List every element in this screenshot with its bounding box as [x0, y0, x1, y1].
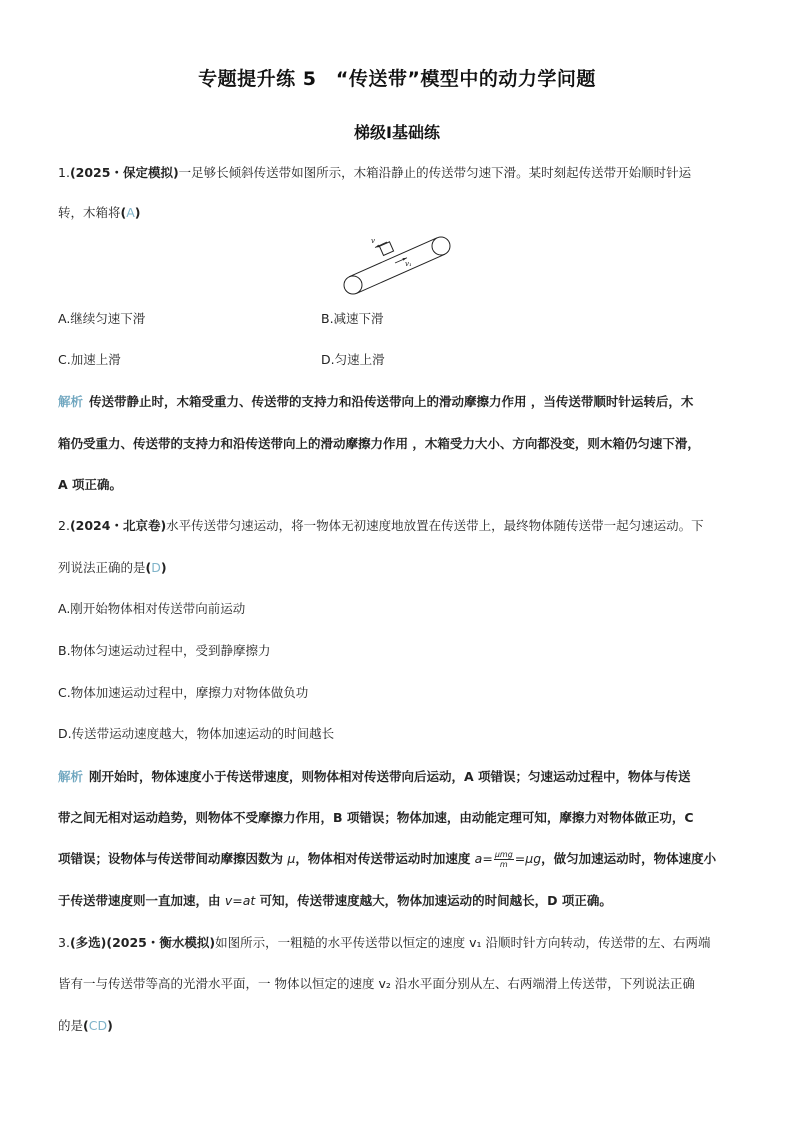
q2-answer-close: ): [160, 560, 167, 575]
q1-explanation-line3: A 项正确。: [58, 477, 123, 492]
q2-answer-open: (: [145, 560, 152, 575]
q3-number: 3.: [58, 935, 70, 950]
q1-option-d: D.匀速上滑: [321, 352, 385, 367]
label-v1: v₁: [405, 260, 412, 268]
formula-fraction: [494, 850, 514, 869]
q2-source: (2024・北京卷): [69, 518, 167, 533]
q2-explanation-tag: 解析: [58, 769, 84, 784]
q2-stem-text: 水平传送带匀速运动，将一物体无初速度地放置在传送带上，最终物体随传送带一起匀速运动。下: [166, 518, 704, 533]
wooden-box: [379, 242, 393, 256]
q1-stem-line2: [58, 205, 738, 221]
inclined-conveyor-figure: [335, 230, 455, 302]
q3-answer-close: ): [107, 1018, 113, 1033]
q2-explanation-text-3c: ，做匀加速运动时，物体速度小: [541, 851, 717, 866]
q1-option-c: C.加速上滑: [58, 352, 121, 367]
mu-symbol: μ: [287, 851, 296, 866]
q2-explanation-line1: [58, 769, 738, 785]
q1-stem-text-2: 转，木箱将: [58, 205, 121, 220]
label-v: v: [371, 237, 375, 245]
q2-option-d: D.传送带运动速度越大，物体加速运动的时间越长: [58, 726, 335, 741]
q1-answer-open: (: [120, 205, 127, 220]
q3-stem-line3: [58, 1018, 738, 1034]
q1-number: 1.: [58, 165, 70, 180]
q3-stem-line2: 皆有一与传送带等高的光滑水平面，一 物体以恒定的速度 v₂ 沿水平面分别从左、右两端滑上传送带，下列说法正确: [58, 976, 695, 991]
page-title: 专题提升练 5 “传送带”模型中的动力学问题: [198, 68, 596, 90]
formula-rest: =μg: [514, 851, 542, 866]
q1-explanation-text-1: 传送带静止时，木箱受重力、传送带的支持力和沿传送带向上的滑动摩擦力作用 ，当传送带顺时针运转后，木: [89, 394, 694, 409]
q2-explanation-text-4b: 可知，传送带速度越大，物体加速运动的时间越长，D 项正确。: [255, 893, 612, 908]
q2-explanation-text-1: 刚开始时，物体速度小于传送带速度，则物体相对传送带向后运动，A 项错误；匀速运动过程中，物体与传送: [89, 769, 691, 784]
q3-multi-tag: (多选): [69, 935, 107, 950]
q3-answer: CD: [88, 1018, 108, 1033]
box-velocity-arrowhead: [375, 245, 379, 248]
q2-stem-line2: [58, 560, 738, 576]
q2-option-b: B.物体匀速运动过程中，受到静摩擦力: [58, 643, 271, 658]
q1-explanation-tag: 解析: [58, 394, 84, 409]
q1-stem-line1: [58, 165, 738, 181]
q2-stem-text-2: 列说法正确的是: [58, 560, 146, 575]
q2-explanation-line4: [58, 893, 738, 909]
q3-stem-text: 如图所示，一粗糙的水平传送带以恒定的速度 v₁ 沿顺时针方向转动，传送带的左、右两端: [215, 935, 711, 950]
q1-explanation-line1: [58, 394, 738, 410]
q2-explanation-line2: 带之间无相对运动趋势，则物体不受摩擦力作用，B 项错误；物体加速，由动能定理可知，摩擦力对物体做正功，C: [58, 810, 694, 825]
q1-answer-close: ): [134, 205, 141, 220]
q2-explanation-text-3a: 项错误；设物体与传送带间动摩擦因数为: [58, 851, 288, 866]
q1-explanation-line2: 箱仍受重力、传送带的支持力和沿传送带向上的滑动摩擦力作用 ，木箱受力大小、方向都没变，则木箱仍匀速下滑，: [58, 436, 700, 451]
q2-option-c: C.物体加速运动过程中，摩擦力对物体做负功: [58, 685, 309, 700]
lower-pulley: [344, 276, 362, 294]
q2-stem-line1: [58, 518, 738, 534]
q2-explanation-text-3b: ，物体相对传送带运动时加速度: [295, 851, 475, 866]
formula-v-at: v=at: [224, 893, 256, 908]
q1-source: (2025・保定模拟): [69, 165, 179, 180]
q1-option-a: A.继续匀速下滑: [58, 311, 146, 326]
q3-stem-text-3: 的是: [58, 1018, 84, 1033]
q3-answer-open: (: [83, 1018, 89, 1033]
belt-top: [349, 238, 437, 277]
q2-explanation-line3: [58, 849, 738, 869]
q3-source: (2025・衡水模拟): [106, 935, 216, 950]
q2-option-a: A.刚开始物体相对传送带向前运动: [58, 601, 246, 616]
formula-numerator: μmg: [494, 850, 513, 859]
q2-answer: D: [151, 560, 161, 575]
q2-explanation-text-4a: 于传送带速度则一直加速，由: [58, 893, 225, 908]
q3-stem-line1: [58, 935, 738, 951]
formula-denominator: m: [499, 860, 508, 869]
q2-number: 2.: [58, 518, 70, 533]
q1-stem-text: 一足够长倾斜传送带如图所示，木箱沿静止的传送带匀速下滑。某时刻起传送带开始顺时针运: [178, 165, 692, 180]
q1-option-b: B.减速下滑: [321, 311, 384, 326]
formula-a-prefix: a=: [474, 851, 493, 866]
q1-answer: A: [126, 205, 135, 220]
upper-pulley: [432, 237, 450, 255]
section-level-heading: 梯级Ⅰ基础练: [354, 123, 440, 142]
